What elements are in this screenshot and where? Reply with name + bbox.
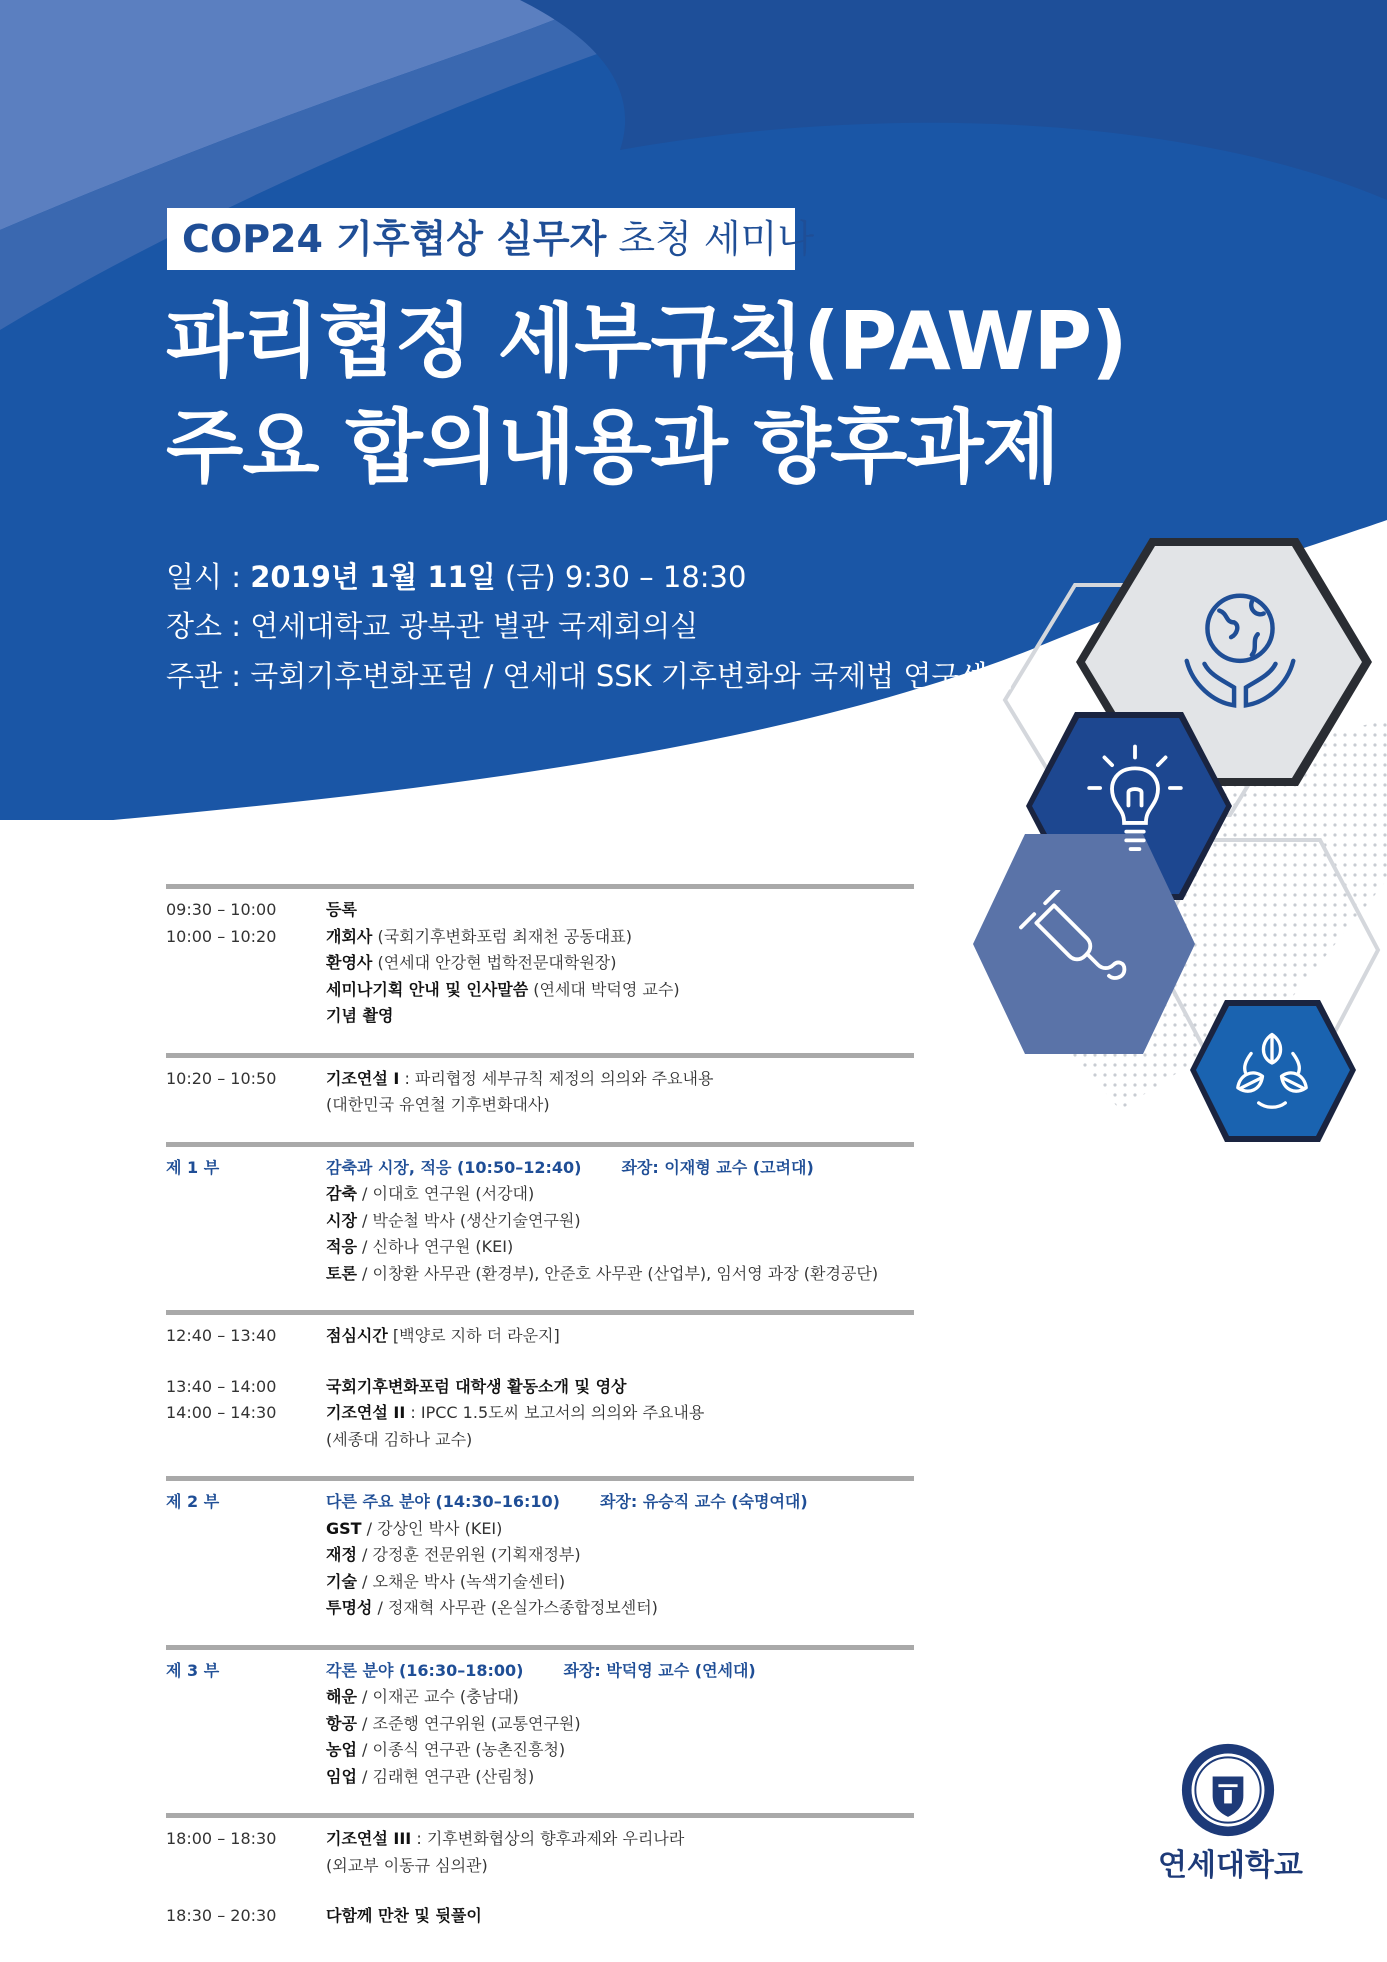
- schedule-row: 18:30 – 20:30 다함께 만찬 및 뒷풀이: [166, 1906, 482, 1925]
- session-header: 제 2 부 다른 주요 분야 (14:30–16:10) 좌장: 유승직 교수 (숙명여대): [166, 1492, 808, 1511]
- plug-icon: [1018, 890, 1134, 1000]
- schedule-row: 감축 / 이대호 연구원 (서강대): [326, 1184, 535, 1203]
- session-header: 제 1 부 감축과 시장, 적응 (10:50–12:40) 좌장: 이재형 교수 (고려대): [166, 1157, 814, 1177]
- schedule-block-closing: [166, 1813, 914, 1930]
- schedule-row: 투명성 / 정재혁 사무관 (온실가스종합정보센터): [326, 1598, 658, 1617]
- event-host: 주관 : 국회기후변화포럼 / 연세대 SSK 기후변화와 국제법 연구센터: [166, 659, 1016, 693]
- schedule-row: 세미나기획 안내 및 인사말씀 (연세대 박덕영 교수): [326, 979, 680, 999]
- schedule-row: 14:00 – 14:30 기조연설 II : IPCC 1.5도씨 보고서의 의의와 주요내용: [166, 1403, 705, 1422]
- schedule-row: 임업 / 김래현 연구관 (산림청): [326, 1766, 535, 1786]
- schedule-block-keynote-1: [166, 1053, 914, 1119]
- session-header: 제 3 부 각론 분야 (16:30–18:00) 좌장: 박덕영 교수 (연세대): [166, 1660, 756, 1680]
- seminar-subtitle: COP24 기후협상 실무자 초청 세미나: [182, 217, 815, 261]
- schedule-row: 해운 / 이재곤 교수 (충남대): [326, 1687, 519, 1706]
- schedule-block-lunch: [166, 1310, 914, 1453]
- university-name: 연세대학교: [1158, 1848, 1303, 1883]
- schedule-row: 13:40 – 14:00 국회기후변화포럼 대학생 활동소개 및 영상: [166, 1376, 627, 1396]
- schedule-row: (대한민국 유연철 기후변화대사): [326, 1095, 550, 1114]
- schedule-row: 환영사 (연세대 안강현 법학전문대학원장): [326, 953, 617, 972]
- schedule-row: GST / 강상인 박사 (KEI): [326, 1518, 503, 1538]
- schedule-row: 10:20 – 10:50 기조연설 I : 파리협정 세부규칙 제정의 의의와 주요내용: [166, 1068, 714, 1088]
- schedule-row: 농업 / 이종식 연구관 (농촌진흥청): [326, 1740, 566, 1759]
- schedule-row: 기술 / 오채운 박사 (녹색기술센터): [326, 1571, 566, 1591]
- schedule-row: 09:30 – 10:00 등록: [166, 900, 357, 919]
- schedule-row: 토론 / 이창환 사무관 (환경부), 안준호 사무관 (산업부), 임서영 과장 (환경공단): [326, 1263, 879, 1283]
- schedule-row: 18:00 – 18:30 기조연설 III : 기후변화협상의 향후과제와 우리나라: [166, 1829, 685, 1848]
- schedule-row: 시장 / 박순철 박사 (생산기술연구원): [326, 1210, 581, 1230]
- schedule-block-opening: [166, 884, 914, 1030]
- schedule-row: 기념 촬영: [326, 1006, 394, 1025]
- schedule-block-part-1: [166, 1142, 914, 1288]
- schedule-block-part-2: [166, 1476, 914, 1622]
- main-title-line-2: 주요 합의내용과 향후과제: [166, 401, 1059, 494]
- schedule-row: 12:40 – 13:40 점심시간 [백양로 지하 더 라운지]: [166, 1326, 560, 1345]
- schedule-block-part-3: [166, 1645, 914, 1791]
- lightbulb-icon: [1080, 740, 1190, 860]
- schedule-row: 항공 / 조준행 연구위원 (교통연구원): [326, 1713, 581, 1733]
- yonsei-seal-logo: [1180, 1742, 1276, 1838]
- schedule-row: 재정 / 강정훈 전문위원 (기획재정부): [326, 1545, 581, 1564]
- schedule-row: (세종대 김하나 교수): [326, 1429, 473, 1449]
- schedule-row: (외교부 이동규 심의관): [326, 1855, 488, 1875]
- event-date: 일시 : 2019년 1월 11일 (금) 9:30 – 18:30: [166, 560, 747, 594]
- schedule-row: 적응 / 신하나 연구원 (KEI): [326, 1237, 514, 1256]
- main-title-line-1: 파리협정 세부규칙(PAWP): [166, 295, 1127, 388]
- recycle-leaves-icon: [1217, 1025, 1327, 1120]
- event-place: 장소 : 연세대학교 광복관 별관 국제회의실: [166, 609, 699, 643]
- earth-hands-icon: [1166, 578, 1314, 726]
- schedule-row: 10:00 – 10:20 개회사 (국회기후변화포럼 최재천 공동대표): [166, 926, 632, 946]
- schedule-table: [166, 884, 914, 1953]
